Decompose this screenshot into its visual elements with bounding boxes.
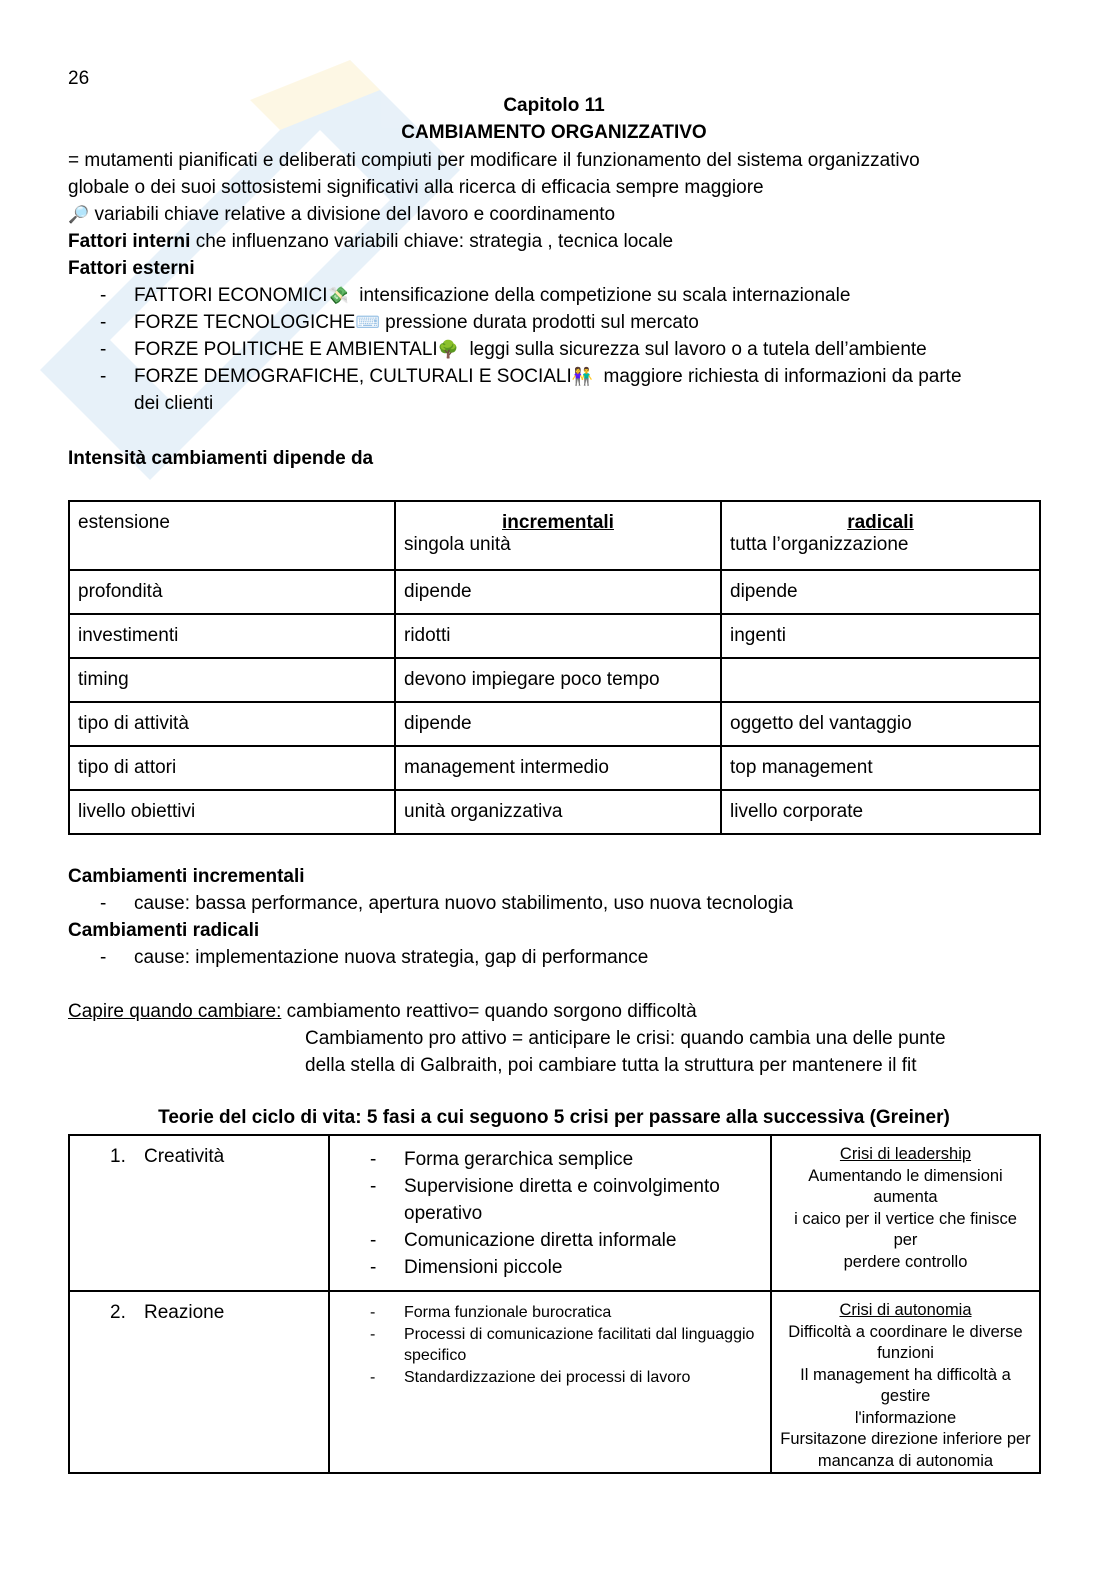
crisis-line: mancanza di autonomia [817,1451,994,1470]
factor-name: FORZE TECNOLOGICHE [134,312,356,333]
bullet-dash: - [100,339,107,360]
table-cell: ridotti [395,614,721,658]
intensity-heading [68,445,373,472]
definition-line-1: = mutamenti pianificati e deliberati compiuti per modificare il funzionamento del sistema organizzativo [68,150,920,171]
table-cell: dipende [721,570,1040,614]
column-subheader: singola unità [404,534,511,555]
page-number: 26 [68,68,90,89]
table-row [69,702,1040,746]
crisis-line: Difficoltà a coordinare le diverse [788,1322,1023,1341]
features-list [370,1146,762,1281]
bullet-dash: - [100,366,107,387]
list-item: - Comunicazione diretta informale [370,1227,762,1254]
features-cell [329,1291,771,1473]
internal-factors-text: che influenzano variabili chiave: strategia , tecnica locale [190,231,674,252]
column-subheader: tutta l’organizzazione [730,534,909,555]
table-cell: unità organizzativa [395,790,721,834]
definition-line-2: globale o dei suoi sottosistemi significativi alla ricerca di efficacia sempre maggiore [68,177,764,198]
key-variables-text: variabili chiave relative a divisione del lavoro e coordinamento [94,204,616,225]
table-cell [395,501,721,570]
phase-name: Creatività [144,1146,225,1167]
when-to-change-line [68,998,697,1025]
crisis-line: funzioni [877,1344,934,1362]
when-to-change-line-3: della stella di Galbraith, poi cambiare tutta la struttura per mantenere il fit [305,1055,917,1076]
when-to-change-text: cambiamento reattivo= quando sorgono difficoltà [281,1001,697,1022]
table-row [69,790,1040,834]
internal-factors-line [68,228,673,255]
table-cell: investimenti [69,614,395,658]
table-row [69,1291,1040,1473]
factor-name: FORZE POLITICHE E AMBIENTALI [134,339,438,360]
table-cell [721,658,1040,702]
features-cell [329,1135,771,1291]
phase-number: 2. [110,1302,126,1323]
table-cell: livello corporate [721,790,1040,834]
table-cell: estensione [69,501,395,570]
internal-factors-label: Fattori interni [68,231,191,252]
incremental-heading-text: Cambiamenti incrementali [68,866,305,887]
table-row [69,501,1040,570]
incremental-cause: cause: bassa performance, apertura nuovo stabilimento, uso nuova tecnologia [134,893,794,914]
crisis-cell [771,1135,1040,1291]
table-cell: timing [69,658,395,702]
bullet-dash: - [100,312,107,333]
crisis-line: Aumentando le dimensioni aumenta [808,1166,1003,1206]
crisis-line: perdere controllo [843,1252,968,1271]
lifecycle-table [68,1134,1041,1474]
factor-text: intensificazione della competizione su scala internazionale [359,285,851,306]
bullet-dash: - [100,947,107,968]
crisis-title: Crisi di leadership [839,1145,972,1163]
features-list [370,1302,762,1388]
crisis-line: Fursitazone direzione inferiore per [780,1430,1031,1448]
phase-cell [69,1291,329,1473]
external-factors-label: Fattori esterni [68,258,195,279]
column-header-radicali: radicali [847,512,914,533]
factor-text: leggi sulla sicurezza sul lavoro o a tutela dell’ambiente [469,339,927,360]
table-row [69,746,1040,790]
radical-heading [68,917,259,944]
column-header-incrementali: incrementali [502,512,614,533]
crisis-cell [771,1291,1040,1473]
factor-name: FATTORI ECONOMICI [134,285,328,306]
table-cell: tipo di attori [69,746,395,790]
list-item: - Standardizzazione dei processi di lavoro [370,1367,762,1389]
people-icon: 👫 [571,367,593,386]
crisis-line: l'informazione [854,1408,957,1427]
keyboard-icon: ⌨ [355,313,380,332]
lifecycle-heading: Teorie del ciclo di vita: 5 fasi a cui seguono 5 crisi per passare alla successiva (Greiner) [158,1107,950,1128]
intensity-heading-text: Intensità cambiamenti dipende da [68,448,374,469]
table-cell: devono impiegare poco tempo [395,658,721,702]
chapter-title: CAMBIAMENTO ORGANIZZATIVO [401,122,707,143]
chapter-label: Capitolo 11 [503,95,605,116]
table-cell: livello obiettivi [69,790,395,834]
table-cell: tipo di attività [69,702,395,746]
radical-cause: cause: implementazione nuova strategia, gap di performance [134,947,649,968]
crisis-line: Il management ha difficoltà a gestire [800,1365,1011,1405]
factor-text-continued: dei clienti [134,393,214,414]
crisis-title: Crisi di autonomia [839,1301,972,1319]
money-with-wings-icon: 💸 [327,286,349,305]
table-cell: ingenti [721,614,1040,658]
tree-icon: 🌳 [437,340,459,359]
key-variables-line [68,201,615,228]
table-row [69,614,1040,658]
external-factors-heading [68,255,195,282]
phase-cell [69,1135,329,1291]
incremental-heading [68,863,305,890]
bullet-dash: - [100,285,107,306]
when-to-change-label: Capire quando cambiare: [68,1001,282,1022]
phase-name: Reazione [144,1302,225,1323]
table-cell: dipende [395,570,721,614]
bullet-dash: - [100,893,107,914]
table-row [69,570,1040,614]
when-to-change-line-2: Cambiamento pro attivo = anticipare le crisi: quando cambia una delle punte [305,1028,946,1049]
table-row [69,658,1040,702]
table-cell: dipende [395,702,721,746]
table-cell: oggetto del vantaggio [721,702,1040,746]
list-item: - Supervisione diretta e coinvolgimento operativo [370,1173,762,1227]
factor-name: FORZE DEMOGRAFICHE, CULTURALI E SOCIALI [134,366,572,387]
list-item: - Forma funzionale burocratica [370,1302,762,1324]
table-cell: management intermedio [395,746,721,790]
table-row [69,1135,1040,1291]
table-cell: profondità [69,570,395,614]
table-cell: top management [721,746,1040,790]
list-item: - Processi di comunicazione facilitati dal linguaggio specifico [370,1324,762,1367]
list-item: - Forma gerarchica semplice [370,1146,762,1173]
intensity-table [68,500,1041,835]
radical-heading-text: Cambiamenti radicali [68,920,260,941]
table-cell [721,501,1040,570]
factor-text: maggiore richiesta di informazioni da parte [603,366,962,387]
magnifier-icon: 🔎 [68,205,90,224]
list-item: - Dimensioni piccole [370,1254,762,1281]
phase-number: 1. [110,1146,126,1167]
crisis-line: i caico per il vertice che finisce per [794,1209,1017,1249]
factor-text: pressione durata prodotti sul mercato [385,312,699,333]
